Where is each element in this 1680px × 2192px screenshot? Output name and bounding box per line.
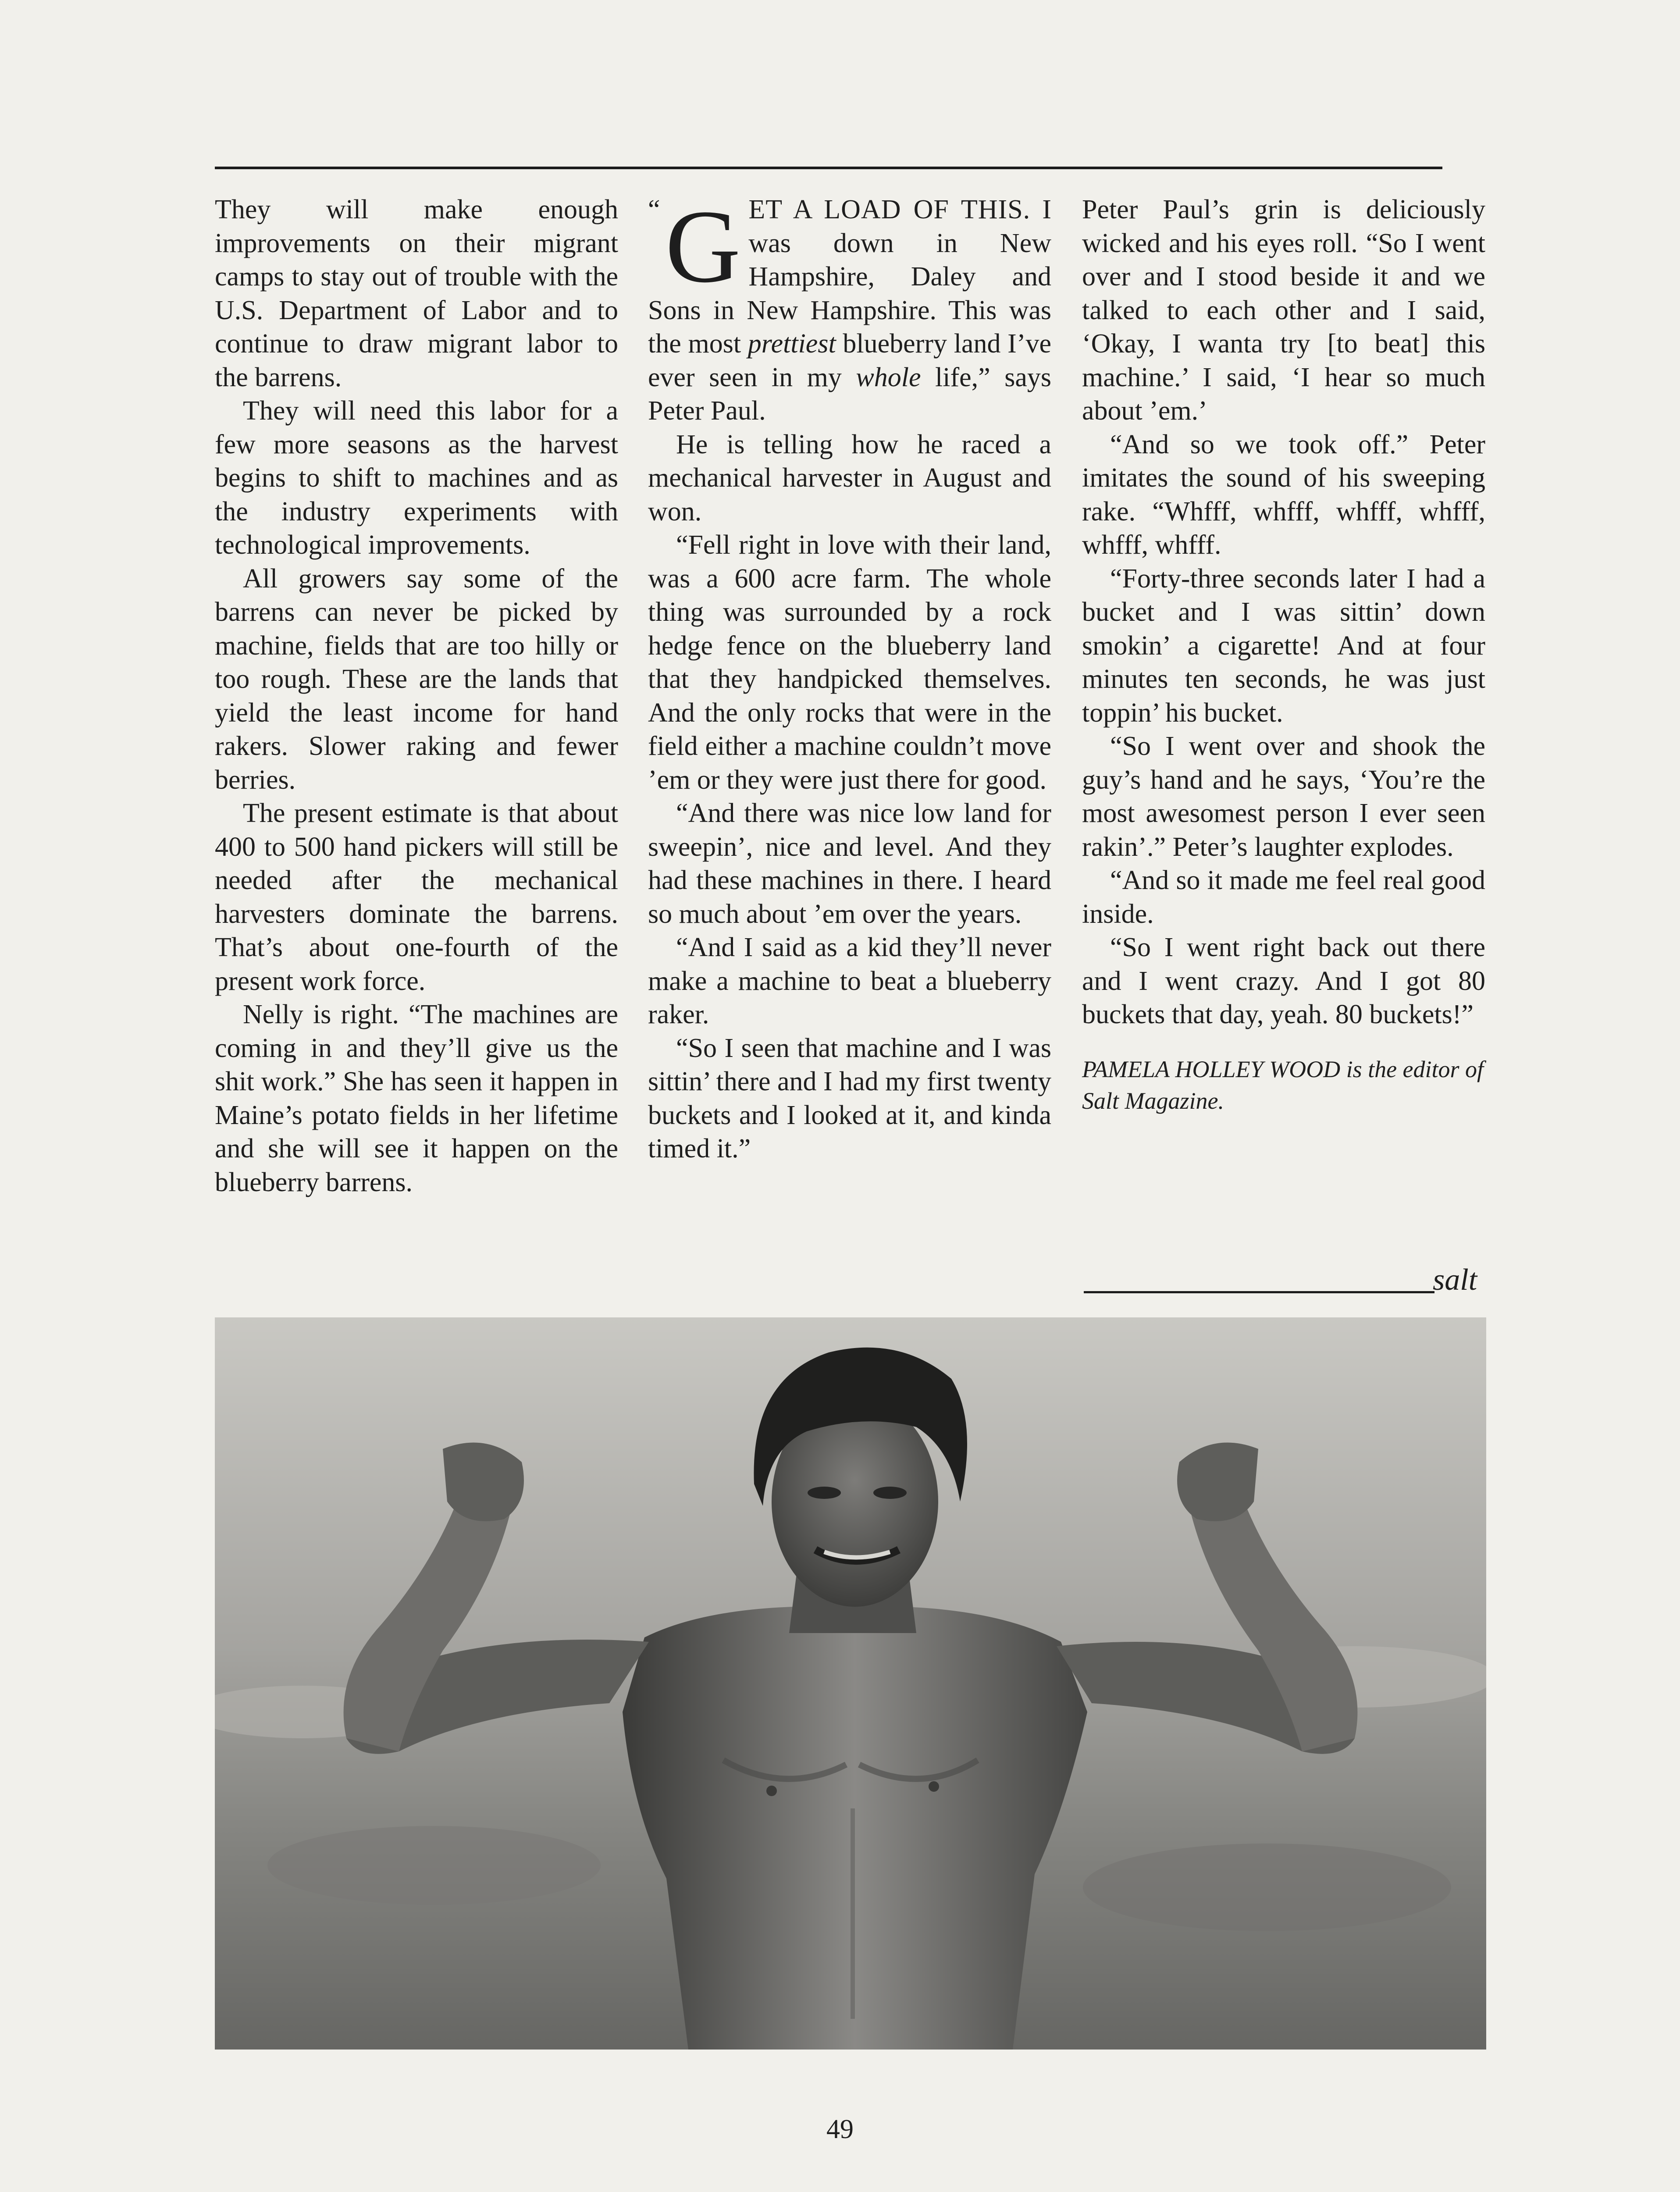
header-rule — [215, 167, 1442, 169]
paragraph: Peter Paul’s grin is deliciously wicked and his eyes roll. “So I went over and I stood beside it and we talked to each other and I said, ‘Okay, I wanta try [to beat] this machine.’ I said, ‘I hear so much about ’em.’ — [1082, 195, 1485, 426]
emphasis: whole — [856, 362, 921, 392]
paragraph: “So I went over and shook the guy’s hand and he says, ‘You’re the most awesomest person I ever seen rakin’.” Peter’s laughter explodes. — [1082, 731, 1485, 862]
lead-text: I was down in New Hampshire, Daley and Sons in New Hampshire. This was the most — [648, 195, 1051, 359]
paragraph: “So I went right back out there and I went crazy. And I got 80 buckets that day, yeah. 80 buckets!” — [1082, 932, 1485, 1029]
article-column-1 — [215, 193, 618, 1199]
paragraph: “Fell right in love with their land, was a 600 acre farm. The whole thing was surrounded by a rock hedge fence on the blueberry land that they handpicked themselves. And the only rocks that were in the field either a machine couldn’t move ’em or they were just there for good. — [648, 530, 1051, 795]
paragraph: The present estimate is that about 400 to 500 hand pickers will still be needed after the mechanical harvesters dominate the barrens. That’s about one-fourth of the present work force. — [215, 798, 618, 996]
emphasis: prettiest — [747, 329, 836, 359]
lead-caps: ET A LOAD OF THIS. — [748, 195, 1031, 224]
lead-text: life,” says Peter Paul. — [648, 362, 1051, 426]
lead-paragraph — [648, 189, 1051, 428]
paragraph: They will need this labor for a few more seasons as the harvest begins to shift to machines and as the industry experiments with technological improvements. — [215, 396, 618, 560]
end-rule — [1084, 1291, 1434, 1293]
author-credit: PAMELA HOLLEY WOOD is the editor of Salt Magazine. — [1082, 1056, 1484, 1114]
page-number: 49 — [826, 2114, 854, 2144]
paragraph: Nelly is right. “The machines are coming in and they’ll give us the shit work.” She has seen it happen in Maine’s potato fields in her lifetime and she will see it happen on the blueberry barrens. — [215, 1000, 618, 1197]
paragraph: “And so it made me feel real good inside. — [1082, 865, 1485, 929]
article-column-2 — [648, 189, 1052, 1166]
paragraph: All growers say some of the barrens can never be picked by machine, fields that are too hilly or too rough. These are the lands that yield the least income for hand rakers. Slower raking and fewer berries. — [215, 563, 618, 795]
paragraph: “Forty-three seconds later I had a bucket and I was sittin’ down smokin’ a cigarette! And at four minutes ten seconds, he was just toppin’ his bucket. — [1082, 563, 1485, 728]
article-column-3 — [1082, 193, 1485, 1117]
paragraph: “And so we took off.” Peter imitates the sound of his sweeping rake. “Whfff, whfff, whfff, whfff, whfff, whfff. — [1082, 429, 1485, 560]
paragraph: “So I seen that machine and I was sittin’ there and I had my first twenty buckets and I looked at it, and kinda timed it.” — [648, 1033, 1052, 1164]
paragraph: “And there was nice low land for sweepin’, nice and level. And they had these machines in there. I heard so much about ’em over the years. — [648, 798, 1051, 929]
lead-text: blueberry land I’ve ever seen in my — [648, 329, 1051, 392]
open-quote-mark: “ — [648, 195, 660, 224]
paragraph: “And I said as a kid they’ll never make a machine to beat a blueberry raker. — [648, 932, 1051, 1029]
paragraph: They will make enough improvements on their migrant camps to stay out of trouble with the U.S. Department of Labor and to continue to draw migrant labor to the barrens. — [215, 195, 618, 392]
photograph — [215, 1317, 1486, 2050]
paragraph: He is telling how he raced a mechanical harvester in August and won. — [648, 429, 1051, 527]
drop-cap: G — [665, 189, 741, 304]
end-mark-logo: salt — [1433, 1263, 1477, 1297]
